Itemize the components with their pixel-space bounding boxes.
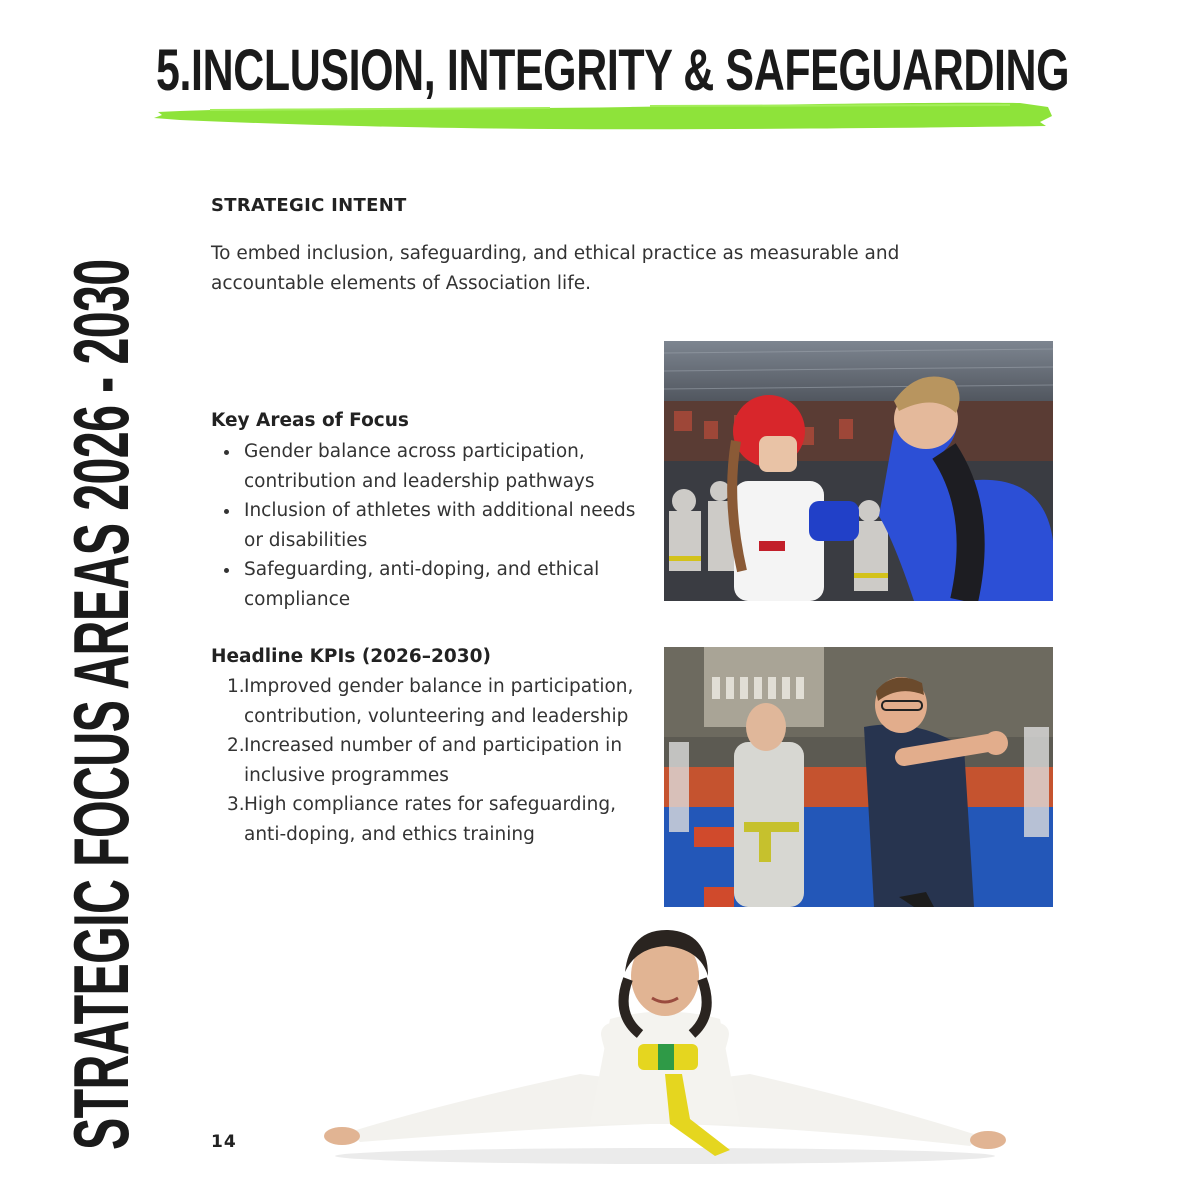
photo-coach-and-child xyxy=(664,341,1053,601)
list-item: Safeguarding, anti-doping, and ethical compliance xyxy=(211,555,641,614)
strategic-intent-label: STRATEGIC INTENT xyxy=(211,195,407,216)
brush-stroke-underline xyxy=(150,98,1060,134)
key-areas-list xyxy=(211,437,641,614)
kpi-text: Improved gender balance in participation, contribution, volunteering and leadership xyxy=(244,676,634,727)
list-item xyxy=(211,672,641,731)
kpi-text: Increased number of and participation in inclusive programmes xyxy=(244,735,623,786)
key-areas-heading: Key Areas of Focus xyxy=(211,410,409,431)
kpi-number: 3. xyxy=(227,794,245,815)
list-item xyxy=(211,790,641,849)
list-item: Inclusion of athletes with additional needs or disabilities xyxy=(211,496,641,555)
list-item xyxy=(211,731,641,790)
strategic-intent-text: To embed inclusion, safeguarding, and ethical practice as measurable and accountable elements of Association life. xyxy=(211,243,900,294)
kpi-number: 1. xyxy=(227,676,245,697)
list-item: Gender balance across participation, contribution and leadership pathways xyxy=(211,437,641,496)
page-title: 5.INCLUSION, INTEGRITY & SAFEGUARDING xyxy=(156,38,1070,103)
page-number: 14 xyxy=(211,1132,237,1152)
kpi-text: High compliance rates for safeguarding, anti-doping, and ethics training xyxy=(244,794,617,845)
child-splits-figure xyxy=(320,924,1010,1174)
kpi-number: 2. xyxy=(227,735,245,756)
kpi-list xyxy=(211,672,641,849)
photo-inclusive-training xyxy=(664,647,1053,907)
side-title: STRATEGIC FOCUS AREAS 2026 - 2030 xyxy=(56,259,145,1150)
kpi-heading: Headline KPIs (2026–2030) xyxy=(211,646,491,667)
